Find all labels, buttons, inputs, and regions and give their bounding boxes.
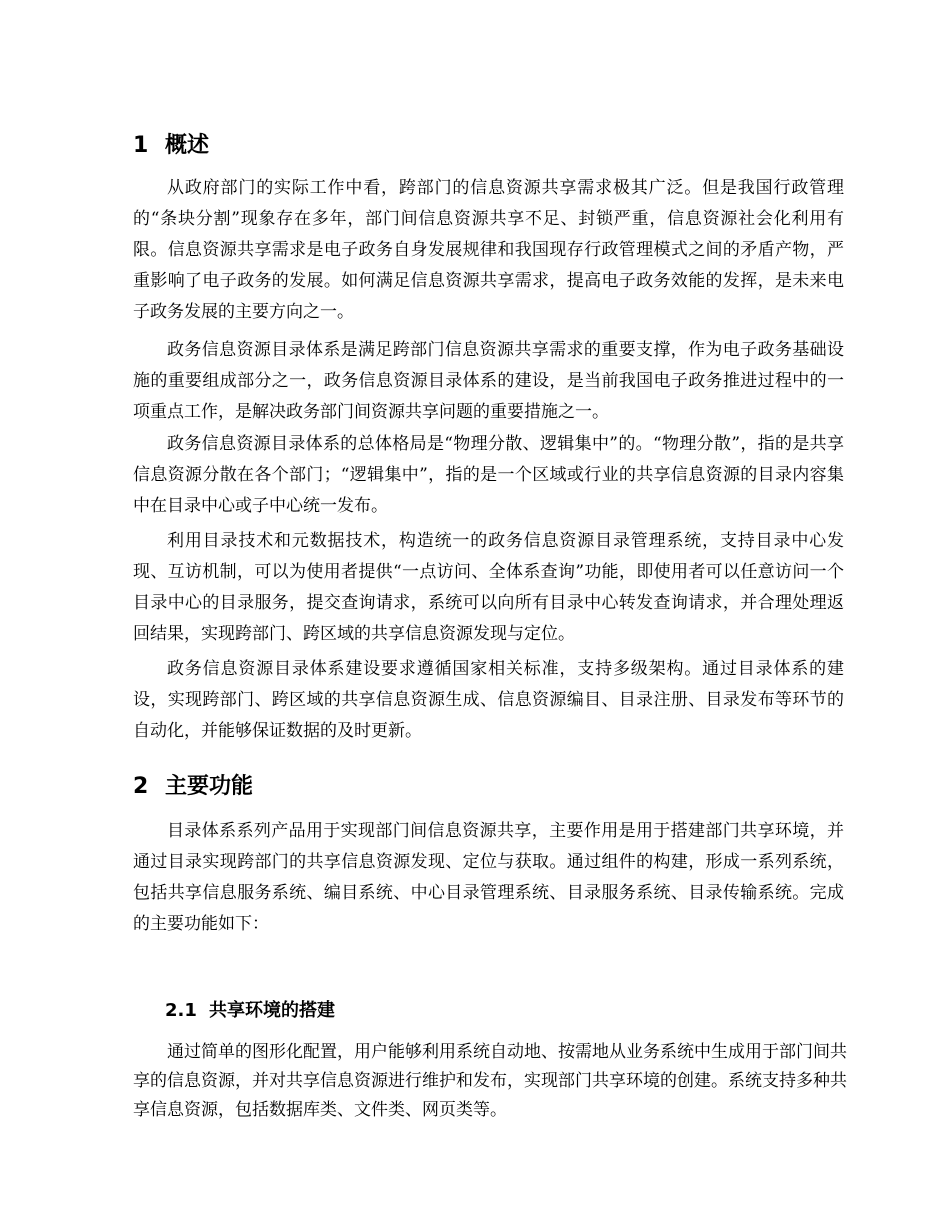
- subsection-2-1-number: 2.1: [165, 1000, 197, 1021]
- section-1-title: 概述: [165, 133, 210, 158]
- subsection-2-1-paragraph-1: 通过简单的图形化配置，用户能够利用系统自动地、按需地从业务系统中生成用于部门间共享的信息资源，并对共享信息资源进行维护和发布，实现部门共享环境的创建。系统支持多种共享信息资源，包括数据库类、文件类、网页类等。: [133, 1042, 847, 1120]
- section-2-number: 2: [133, 774, 149, 799]
- section-2-heading: [133, 772, 253, 802]
- subsection-2-1-title: 共享环境的搭建: [209, 1000, 335, 1021]
- section-1-paragraph-5: 政务信息资源目录体系建设要求遵循国家相关标准，支持多级架构。通过目录体系的建设，实现跨部门、跨区域的共享信息资源生成、信息资源编目、目录注册、目录发布等环节的自动化，并能够保证数据的及时更新。: [133, 659, 844, 741]
- section-1-paragraph-1: 从政府部门的实际工作中看，跨部门的信息资源共享需求极其广泛。但是我国行政管理的“条块分割”现象存在多年，部门间信息资源共享不足、封锁严重，信息资源社会化利用有限。信息资源共享需求是电子政务自身发展规律和我国现存行政管理模式之间的矛盾产物，严重影响了电子政务的发展。如何满足信息资源共享需求，提高电子政务效能的发挥，是未来电子政务发展的主要方向之一。: [133, 178, 844, 322]
- section-1-paragraph-4: 利用目录技术和元数据技术，构造统一的政务信息资源目录管理系统，支持目录中心发现、互访机制，可以为使用者提供“一点访问、全体系查询”功能，即使用者可以任意访问一个目录中心的目录服务，提交查询请求，系统可以向所有目录中心转发查询请求，并合理处理返回结果，实现跨部门、跨区域的共享信息资源发现与定位。: [133, 531, 844, 644]
- section-1-heading: [133, 131, 209, 161]
- section-1-number: 1: [133, 133, 149, 158]
- section-2-paragraph-1: 目录体系系列产品用于实现部门间信息资源共享，主要作用是用于搭建部门共享环境，并通过目录实现跨部门的共享信息资源发现、定位与获取。通过组件的构建，形成一系列系统，包括共享信息服务系统、编目系统、中心目录管理系统、目录服务系统、目录传输系统。完成的主要功能如下：: [133, 821, 844, 934]
- section-2-title: 主要功能: [165, 774, 254, 799]
- section-1-paragraph-2: 政务信息资源目录体系是满足跨部门信息资源共享需求的重要支撑，作为电子政务基础设施的重要组成部分之一，政务信息资源目录体系的建设，是当前我国电子政务推进过程中的一项重点工作，是解决政务部门间资源共享问题的重要措施之一。: [133, 340, 844, 422]
- subsection-2-1-heading: [165, 998, 335, 1024]
- section-1-paragraph-3: 政务信息资源目录体系的总体格局是“物理分散、逻辑集中”的。“物理分散”，指的是共享信息资源分散在各个部门；“逻辑集中”，指的是一个区域或行业的共享信息资源的目录内容集中在目录中心或子中心统一发布。: [133, 434, 844, 516]
